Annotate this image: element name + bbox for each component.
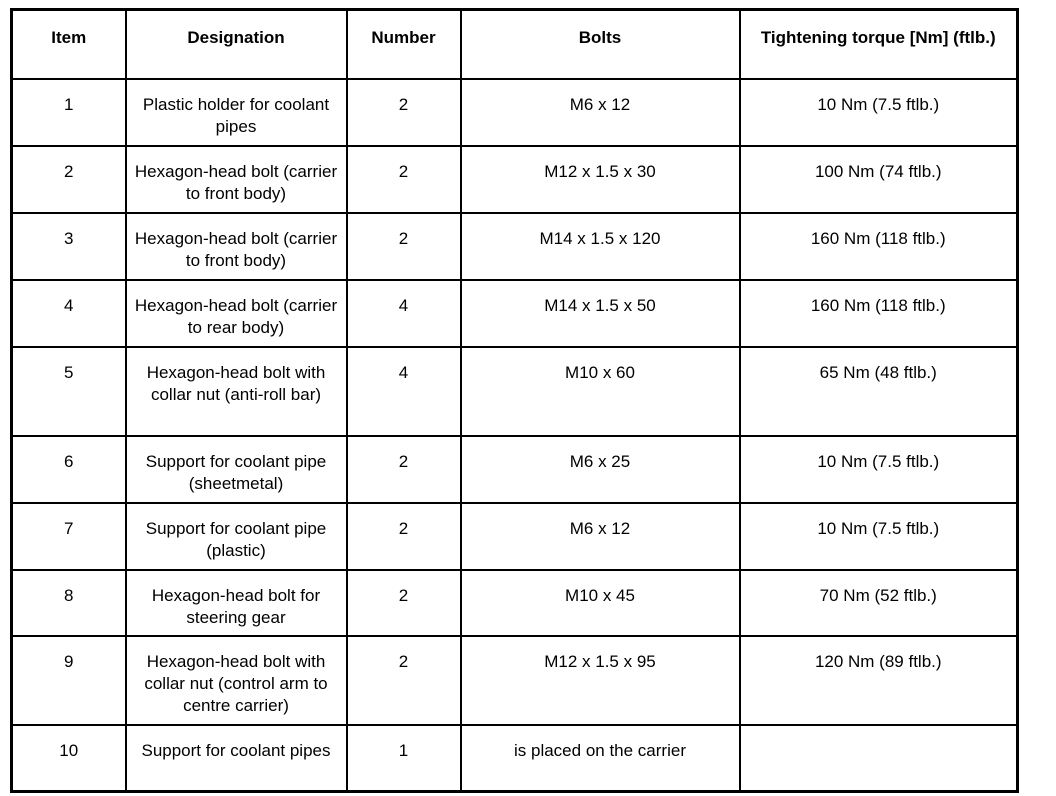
table-row bbox=[12, 503, 1018, 570]
cell-bolts: M6 x 25 bbox=[461, 436, 740, 503]
cell-item: 6 bbox=[12, 436, 126, 503]
cell-item: 8 bbox=[12, 570, 126, 636]
header-bolts: Bolts bbox=[461, 10, 740, 79]
cell-item: 10 bbox=[12, 725, 126, 792]
cell-number: 2 bbox=[347, 503, 461, 570]
tightening-torque-table bbox=[10, 8, 1019, 793]
cell-item: 2 bbox=[12, 146, 126, 213]
cell-bolts: M10 x 60 bbox=[461, 347, 740, 436]
table-row bbox=[12, 280, 1018, 347]
table-row bbox=[12, 146, 1018, 213]
cell-torque: 65 Nm (48 ftlb.) bbox=[740, 347, 1018, 436]
header-number: Number bbox=[347, 10, 461, 79]
cell-designation: Hexagon-head bolt (carrier to front body) bbox=[126, 213, 347, 280]
cell-number: 2 bbox=[347, 146, 461, 213]
cell-bolts: M6 x 12 bbox=[461, 503, 740, 570]
table-row bbox=[12, 436, 1018, 503]
cell-item: 1 bbox=[12, 79, 126, 146]
cell-torque: 160 Nm (118 ftlb.) bbox=[740, 280, 1018, 347]
cell-torque bbox=[740, 725, 1018, 792]
header-row bbox=[12, 10, 1018, 79]
cell-bolts: M12 x 1.5 x 95 bbox=[461, 636, 740, 725]
cell-bolts: M10 x 45 bbox=[461, 570, 740, 636]
cell-item: 7 bbox=[12, 503, 126, 570]
cell-torque: 10 Nm (7.5 ftlb.) bbox=[740, 79, 1018, 146]
cell-torque: 70 Nm (52 ftlb.) bbox=[740, 570, 1018, 636]
cell-item: 5 bbox=[12, 347, 126, 436]
cell-torque: 160 Nm (118 ftlb.) bbox=[740, 213, 1018, 280]
cell-designation: Hexagon-head bolt (carrier to front body) bbox=[126, 146, 347, 213]
cell-designation: Support for coolant pipes bbox=[126, 725, 347, 792]
table-row bbox=[12, 570, 1018, 636]
cell-designation: Hexagon-head bolt with collar nut (anti-roll bar) bbox=[126, 347, 347, 436]
cell-designation: Plastic holder for coolant pipes bbox=[126, 79, 347, 146]
cell-designation: Support for coolant pipe (plastic) bbox=[126, 503, 347, 570]
cell-torque: 120 Nm (89 ftlb.) bbox=[740, 636, 1018, 725]
cell-number: 1 bbox=[347, 725, 461, 792]
cell-bolts: M14 x 1.5 x 50 bbox=[461, 280, 740, 347]
header-designation: Designation bbox=[126, 10, 347, 79]
cell-bolts: M6 x 12 bbox=[461, 79, 740, 146]
table-row bbox=[12, 636, 1018, 725]
cell-bolts: M12 x 1.5 x 30 bbox=[461, 146, 740, 213]
cell-number: 4 bbox=[347, 347, 461, 436]
cell-bolts: M14 x 1.5 x 120 bbox=[461, 213, 740, 280]
cell-item: 4 bbox=[12, 280, 126, 347]
header-item: Item bbox=[12, 10, 126, 79]
cell-bolts: is placed on the carrier bbox=[461, 725, 740, 792]
table-row bbox=[12, 79, 1018, 146]
cell-designation: Support for coolant pipe (sheetmetal) bbox=[126, 436, 347, 503]
cell-designation: Hexagon-head bolt (carrier to rear body) bbox=[126, 280, 347, 347]
table-row bbox=[12, 213, 1018, 280]
table-row bbox=[12, 347, 1018, 436]
cell-torque: 10 Nm (7.5 ftlb.) bbox=[740, 436, 1018, 503]
cell-number: 2 bbox=[347, 79, 461, 146]
cell-item: 9 bbox=[12, 636, 126, 725]
cell-number: 2 bbox=[347, 636, 461, 725]
cell-torque: 10 Nm (7.5 ftlb.) bbox=[740, 503, 1018, 570]
cell-item: 3 bbox=[12, 213, 126, 280]
cell-number: 2 bbox=[347, 436, 461, 503]
cell-designation: Hexagon-head bolt for steering gear bbox=[126, 570, 347, 636]
header-torque: Tightening torque [Nm] (ftlb.) bbox=[740, 10, 1018, 79]
cell-number: 2 bbox=[347, 570, 461, 636]
cell-torque: 100 Nm (74 ftlb.) bbox=[740, 146, 1018, 213]
cell-number: 4 bbox=[347, 280, 461, 347]
table-row bbox=[12, 725, 1018, 792]
cell-number: 2 bbox=[347, 213, 461, 280]
cell-designation: Hexagon-head bolt with collar nut (control arm to centre carrier) bbox=[126, 636, 347, 725]
